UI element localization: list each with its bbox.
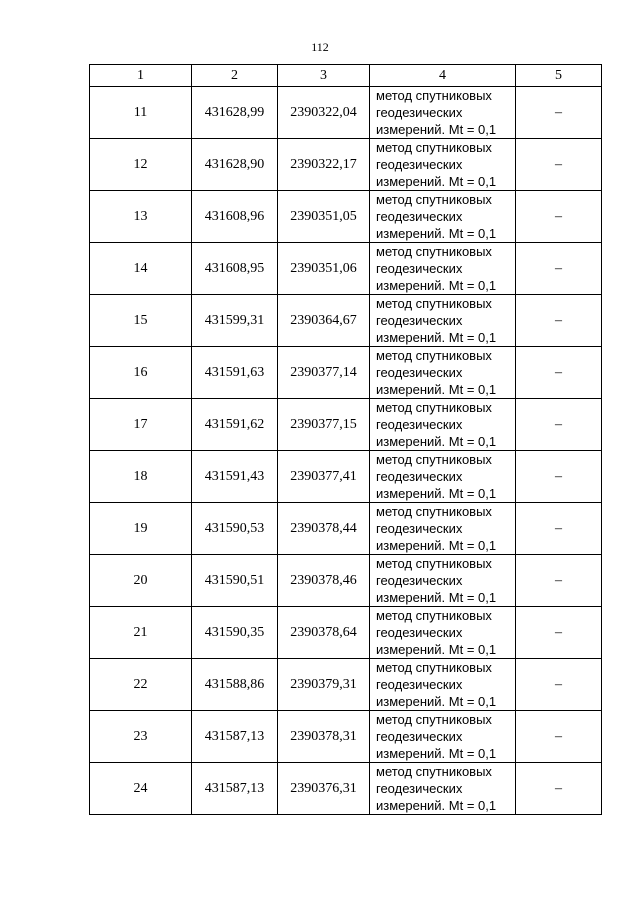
y-coordinate-cell: 2390378,64	[278, 607, 370, 659]
column-header-4: 4	[370, 65, 516, 87]
method-line: метод спутниковых	[376, 764, 492, 779]
coordinates-table	[89, 64, 602, 815]
method-cell	[370, 451, 516, 503]
table-row	[90, 607, 602, 659]
column-5-cell: –	[516, 659, 602, 711]
y-coordinate-cell: 2390378,44	[278, 503, 370, 555]
point-number-cell: 15	[90, 295, 192, 347]
column-5-cell: –	[516, 347, 602, 399]
method-cell	[370, 139, 516, 191]
method-line: метод спутниковых	[376, 244, 492, 259]
point-number-cell: 13	[90, 191, 192, 243]
table-row	[90, 711, 602, 763]
y-coordinate-cell: 2390377,14	[278, 347, 370, 399]
x-coordinate-cell: 431588,86	[192, 659, 278, 711]
point-number-cell: 14	[90, 243, 192, 295]
column-header-3: 3	[278, 65, 370, 87]
x-coordinate-cell: 431590,35	[192, 607, 278, 659]
column-5-cell: –	[516, 399, 602, 451]
method-line: геодезических	[376, 261, 463, 276]
point-number-cell: 19	[90, 503, 192, 555]
method-line: геодезических	[376, 625, 463, 640]
method-line: геодезических	[376, 521, 463, 536]
x-coordinate-cell: 431599,31	[192, 295, 278, 347]
x-coordinate-cell: 431628,99	[192, 87, 278, 139]
method-line: измерений. Mt = 0,1	[376, 538, 497, 553]
method-line: метод спутниковых	[376, 712, 492, 727]
method-line: геодезических	[376, 573, 463, 588]
point-number-cell: 11	[90, 87, 192, 139]
method-line: измерений. Mt = 0,1	[376, 434, 497, 449]
table-row	[90, 555, 602, 607]
y-coordinate-cell: 2390378,46	[278, 555, 370, 607]
column-5-cell: –	[516, 503, 602, 555]
column-header-1: 1	[90, 65, 192, 87]
y-coordinate-cell: 2390378,31	[278, 711, 370, 763]
method-line: метод спутниковых	[376, 296, 492, 311]
method-line: метод спутниковых	[376, 400, 492, 415]
method-line: метод спутниковых	[376, 452, 492, 467]
y-coordinate-cell: 2390351,06	[278, 243, 370, 295]
method-cell	[370, 191, 516, 243]
x-coordinate-cell: 431590,53	[192, 503, 278, 555]
point-number-cell: 16	[90, 347, 192, 399]
column-5-cell: –	[516, 451, 602, 503]
y-coordinate-cell: 2390351,05	[278, 191, 370, 243]
method-line: геодезических	[376, 469, 463, 484]
method-line: геодезических	[376, 729, 463, 744]
table-row	[90, 451, 602, 503]
table-row	[90, 243, 602, 295]
column-header-2: 2	[192, 65, 278, 87]
column-header-5: 5	[516, 65, 602, 87]
column-5-cell: –	[516, 139, 602, 191]
method-line: метод спутниковых	[376, 660, 492, 675]
table-row	[90, 347, 602, 399]
method-line: измерений. Mt = 0,1	[376, 174, 497, 189]
column-5-cell: –	[516, 607, 602, 659]
method-line: геодезических	[376, 105, 463, 120]
y-coordinate-cell: 2390377,41	[278, 451, 370, 503]
table-row	[90, 139, 602, 191]
method-line: геодезических	[376, 417, 463, 432]
y-coordinate-cell: 2390322,17	[278, 139, 370, 191]
point-number-cell: 18	[90, 451, 192, 503]
method-line: метод спутниковых	[376, 192, 492, 207]
point-number-cell: 24	[90, 763, 192, 815]
method-cell	[370, 295, 516, 347]
method-line: метод спутниковых	[376, 556, 492, 571]
column-5-cell: –	[516, 711, 602, 763]
column-5-cell: –	[516, 243, 602, 295]
method-cell	[370, 243, 516, 295]
table-header-row	[90, 65, 602, 87]
method-line: измерений. Mt = 0,1	[376, 486, 497, 501]
method-cell	[370, 87, 516, 139]
column-5-cell: –	[516, 295, 602, 347]
method-cell	[370, 607, 516, 659]
x-coordinate-cell: 431608,96	[192, 191, 278, 243]
point-number-cell: 22	[90, 659, 192, 711]
method-cell	[370, 659, 516, 711]
method-cell	[370, 555, 516, 607]
method-cell	[370, 763, 516, 815]
method-cell	[370, 347, 516, 399]
method-line: метод спутниковых	[376, 348, 492, 363]
column-5-cell: –	[516, 763, 602, 815]
method-line: измерений. Mt = 0,1	[376, 798, 497, 813]
column-5-cell: –	[516, 87, 602, 139]
table-row	[90, 399, 602, 451]
method-line: измерений. Mt = 0,1	[376, 330, 497, 345]
x-coordinate-cell: 431590,51	[192, 555, 278, 607]
table-row	[90, 659, 602, 711]
method-line: геодезических	[376, 209, 463, 224]
method-cell	[370, 399, 516, 451]
method-line: метод спутниковых	[376, 504, 492, 519]
method-line: метод спутниковых	[376, 608, 492, 623]
x-coordinate-cell: 431608,95	[192, 243, 278, 295]
x-coordinate-cell: 431591,43	[192, 451, 278, 503]
table-row	[90, 295, 602, 347]
method-line: метод спутниковых	[376, 88, 492, 103]
column-5-cell: –	[516, 191, 602, 243]
method-cell	[370, 711, 516, 763]
method-cell	[370, 503, 516, 555]
table-row	[90, 503, 602, 555]
page-number: 112	[311, 40, 329, 54]
y-coordinate-cell: 2390377,15	[278, 399, 370, 451]
method-line: геодезических	[376, 313, 463, 328]
table-row	[90, 87, 602, 139]
point-number-cell: 21	[90, 607, 192, 659]
y-coordinate-cell: 2390376,31	[278, 763, 370, 815]
method-line: геодезических	[376, 365, 463, 380]
y-coordinate-cell: 2390379,31	[278, 659, 370, 711]
method-line: измерений. Mt = 0,1	[376, 278, 497, 293]
point-number-cell: 20	[90, 555, 192, 607]
method-line: геодезических	[376, 781, 463, 796]
method-line: метод спутниковых	[376, 140, 492, 155]
table-row	[90, 763, 602, 815]
table-row	[90, 191, 602, 243]
method-line: измерений. Mt = 0,1	[376, 226, 497, 241]
method-line: геодезических	[376, 677, 463, 692]
method-line: измерений. Mt = 0,1	[376, 694, 497, 709]
method-line: измерений. Mt = 0,1	[376, 382, 497, 397]
point-number-cell: 23	[90, 711, 192, 763]
column-5-cell: –	[516, 555, 602, 607]
method-line: измерений. Mt = 0,1	[376, 642, 497, 657]
method-line: измерений. Mt = 0,1	[376, 590, 497, 605]
point-number-cell: 12	[90, 139, 192, 191]
x-coordinate-cell: 431587,13	[192, 711, 278, 763]
method-line: измерений. Mt = 0,1	[376, 122, 497, 137]
y-coordinate-cell: 2390364,67	[278, 295, 370, 347]
method-line: геодезических	[376, 157, 463, 172]
table-body	[90, 87, 602, 815]
method-line: измерений. Mt = 0,1	[376, 746, 497, 761]
y-coordinate-cell: 2390322,04	[278, 87, 370, 139]
x-coordinate-cell: 431591,62	[192, 399, 278, 451]
x-coordinate-cell: 431591,63	[192, 347, 278, 399]
point-number-cell: 17	[90, 399, 192, 451]
x-coordinate-cell: 431628,90	[192, 139, 278, 191]
x-coordinate-cell: 431587,13	[192, 763, 278, 815]
